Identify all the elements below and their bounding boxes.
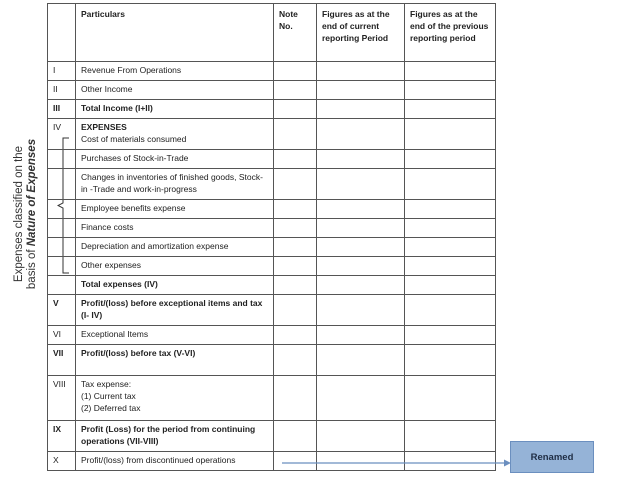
table-row [48,257,496,276]
row-previous [405,200,496,219]
row-particulars: Finance costs [76,219,274,238]
table-row [48,119,496,150]
row-note [274,257,317,276]
row-note [274,295,317,326]
row-particulars: Profit/(loss) from discontinued operations [76,452,274,471]
current-tax-label: (1) Current tax [81,391,136,401]
row-particulars: Exceptional Items [76,326,274,345]
row-particulars: Revenue From Operations [76,62,274,81]
row-current [317,238,405,257]
row-number [48,169,76,200]
row-current [317,376,405,421]
row-current [317,295,405,326]
row-note [274,81,317,100]
row-previous [405,62,496,81]
renamed-label: Renamed [530,451,574,463]
row-number: X [48,452,76,471]
row-previous [405,345,496,376]
row-note [274,169,317,200]
table-row [48,200,496,219]
row-number [48,219,76,238]
row-particulars: Other expenses [76,257,274,276]
row-number: I [48,62,76,81]
header-note-no: Note No. [274,4,317,62]
row-current [317,81,405,100]
row-previous [405,276,496,295]
row-particulars-label: Cost of materials consumed [81,134,187,144]
row-previous [405,150,496,169]
row-particulars [76,119,274,150]
tax-expense-label: Tax expense: [81,379,132,389]
row-number [48,257,76,276]
table-row [48,219,496,238]
row-number [48,150,76,169]
table-row [48,345,496,376]
table-row [48,81,496,100]
row-particulars: Purchases of Stock-in-Trade [76,150,274,169]
header-current-period: Figures as at the end of current reporting Period [317,4,405,62]
expenses-heading: EXPENSES [81,122,127,132]
row-previous [405,119,496,150]
profit-loss-table [47,3,496,471]
table-row [48,276,496,295]
table-row [48,238,496,257]
header-particulars: Particulars [76,4,274,62]
renamed-callout [510,441,594,473]
row-current [317,119,405,150]
header-previous-period: Figures as at the end of the previous reporting period [405,4,496,62]
row-note [274,345,317,376]
row-previous [405,376,496,421]
table-row [48,326,496,345]
side-label [4,130,48,298]
row-current [317,150,405,169]
row-number [48,276,76,295]
row-previous [405,81,496,100]
row-note [274,219,317,238]
row-number [48,200,76,219]
row-current [317,326,405,345]
table-row [48,295,496,326]
row-note [274,326,317,345]
row-particulars: Total Income (I+II) [76,100,274,119]
row-note [274,100,317,119]
table-row [48,169,496,200]
row-number: IX [48,421,76,452]
row-note [274,238,317,257]
table-row [48,62,496,81]
row-particulars: Total expenses (IV) [76,276,274,295]
row-particulars: Profit/(loss) before exceptional items and tax (I- IV) [76,295,274,326]
row-current [317,169,405,200]
arrow-icon [282,458,514,468]
row-number: VII [48,345,76,376]
row-particulars: Depreciation and amortization expense [76,238,274,257]
row-note [274,119,317,150]
row-current [317,219,405,238]
row-note [274,421,317,452]
row-particulars: Other Income [76,81,274,100]
deferred-tax-label: (2) Deferred tax [81,403,141,413]
row-current [317,257,405,276]
table-row [48,421,496,452]
header-num [48,4,76,62]
row-current [317,100,405,119]
row-particulars: Profit (Loss) for the period from continuing operations (VII-VIII) [76,421,274,452]
row-number [48,238,76,257]
row-previous [405,100,496,119]
row-number: V [48,295,76,326]
row-number: IV [48,119,76,150]
table-header-row [48,4,496,62]
row-current [317,276,405,295]
row-previous [405,421,496,452]
row-previous [405,257,496,276]
row-particulars: Profit/(loss) before tax (V-VI) [76,345,274,376]
row-previous [405,238,496,257]
row-particulars: Changes in inventories of finished goods, Stock-in -Trade and work-in-progress [76,169,274,200]
row-previous [405,326,496,345]
row-number: III [48,100,76,119]
row-note [274,150,317,169]
table-row [48,376,496,421]
table-row [48,150,496,169]
row-particulars [76,376,274,421]
row-previous [405,295,496,326]
row-note [274,276,317,295]
row-previous [405,169,496,200]
row-note [274,62,317,81]
row-current [317,421,405,452]
row-number: VIII [48,376,76,421]
row-particulars: Employee benefits expense [76,200,274,219]
row-previous [405,219,496,238]
row-current [317,200,405,219]
row-note [274,200,317,219]
table-row [48,100,496,119]
side-label-line1: Expenses classified on the [13,145,26,283]
row-number: VI [48,326,76,345]
row-current [317,345,405,376]
row-number: II [48,81,76,100]
side-label-line2: basis of Nature of Expenses [26,138,39,290]
row-current [317,62,405,81]
row-note [274,376,317,421]
